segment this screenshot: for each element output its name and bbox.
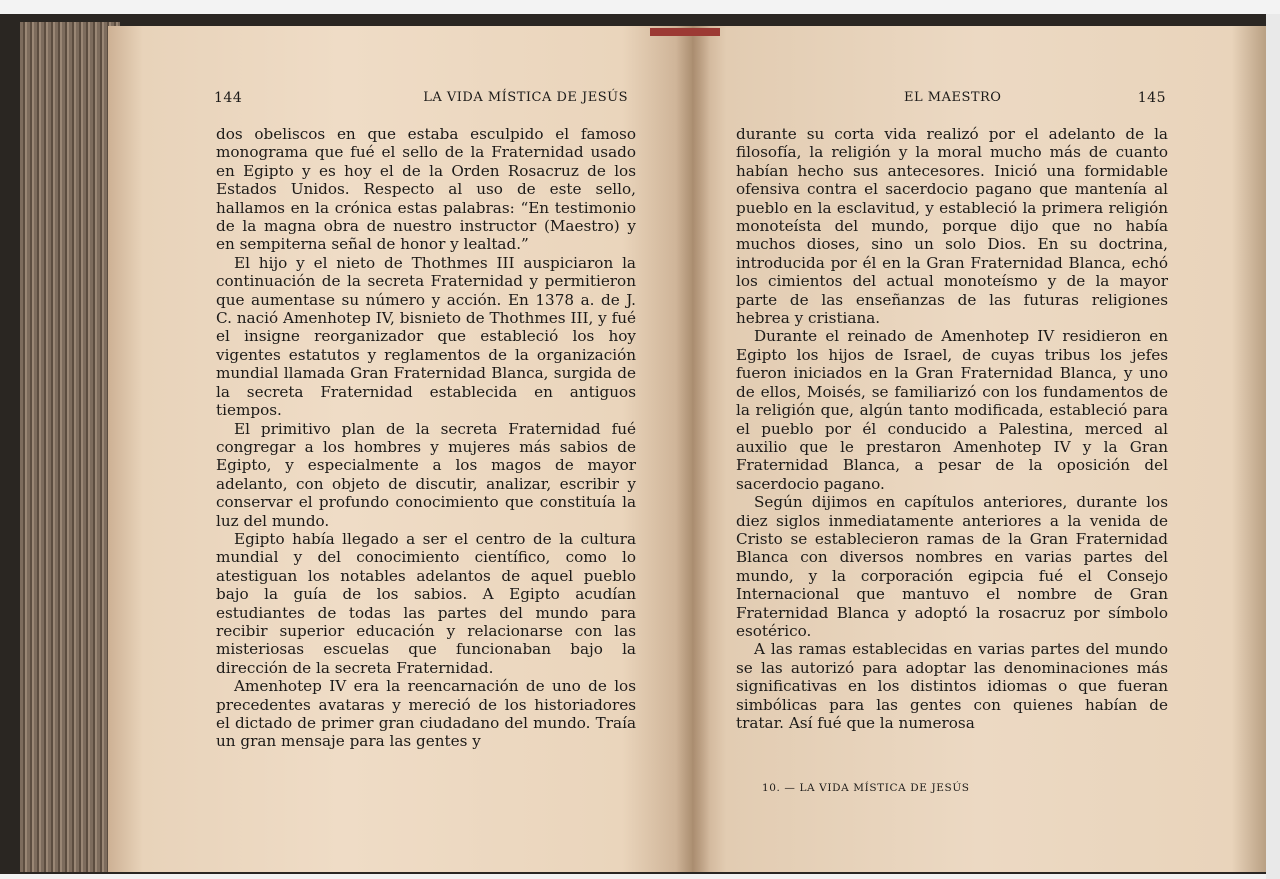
scan-margin [1266,14,1280,879]
right-page-body [736,125,1168,732]
bookmark-ribbon [650,28,720,36]
paragraph: El primitivo plan de la secreta Fraternidad fué congregar a los hombres y mujeres más sabios de Egipto, y especialmente a los magos de mayor adelanto, con objeto de discutir, analizar, escribir y conservar el profundo conocimiento que constituía la luz del mundo. [216,419,636,530]
running-head-left: LA VIDA MÍSTICA DE JESÚS [423,90,628,105]
page-edges [20,22,120,872]
left-page-header [214,90,628,106]
left-page [108,26,692,872]
paragraph: Durante el reinado de Amenhotep IV residieron en Egipto los hijos de Israel, de cuyas tribus los jefes fueron iniciados en la Gran Fraternidad Blanca, y uno de ellos, Moisés, se familiarizó con los fundamentos de la religión que, algún tanto modificada, estableció para el pueblo por él conducido a Palestina, merced al auxilio que le prestaron Amenhotep IV y la Gran Fraternidad Blanca, a pesar de la oposición del sacerdocio pagano. [736,327,1168,493]
book-gutter [676,26,710,872]
right-page [692,26,1266,872]
signature-footer: 10. — LA VIDA MÍSTICA DE JESÚS [762,782,970,794]
paragraph: durante su corta vida realizó por el adelanto de la filosofía, la religión y la moral mucho más de cuanto habían hecho sus antecesores. Inició una formidable ofensiva contra el sacerdocio pagano que mantenía al pueblo en la esclavitud, y estableció la primera religión monoteísta del mundo, porque dijo que no había muchos dioses, sino un solo Dios. En su doctrina, introducida por él en la Gran Fraternidad Blanca, echó los cimientos del actual monoteísmo y de la mayor parte de las enseñanzas de las futuras religiones hebrea y cristiana. [736,125,1168,328]
paragraph: Según dijimos en capítulos anteriores, durante los diez siglos inmediatamente anteriores a la venida de Cristo se establecieron ramas de la Gran Fraternidad Blanca con diversos nombres en varias partes del mundo, y la corporación egipcia fué el Consejo Internacional que mantuvo el nombre de Gran Fraternidad Blanca y adoptó la rosacruz por símbolo esotérico. [736,493,1168,640]
paragraph: A las ramas establecidas en varias partes del mundo se las autorizó para adoptar las denominaciones más significativas en los distintos idiomas o que fueran simbólicas para las gentes con quienes habían de tratar. Así fué que la numerosa [736,640,1168,732]
page-number-right: 145 [1137,90,1166,106]
page-number-left: 144 [214,90,243,106]
running-head-right: EL MAESTRO [904,90,1002,105]
paragraph: El hijo y el nieto de Thothmes III auspiciaron la continuación de la secreta Fraternidad y permitieron que aumentase su número y acción. En 1378 a. de J. C. nació Amenhotep IV, bisnieto de Thothmes III, y fué el insigne reorganizador que estableció los hoy vigentes estatutos y reglamentos de la organización mundial llamada Gran Fraternidad Blanca, surgida de la secreta Fraternidad establecida en antiguos tiempos. [216,253,636,420]
paragraph: Amenhotep IV era la reencarnación de uno de los precedentes avataras y mereció de los historiadores el dictado de primer gran ciudadano del mundo. Traía un gran mensaje para las gentes y [216,677,636,751]
right-page-header [904,90,1166,106]
left-page-body [216,125,636,751]
paragraph: Egipto había llegado a ser el centro de la cultura mundial y del conocimiento científico, como lo atestiguan los notables adelantos de aquel pueblo bajo la guía de los sabios. A Egipto acudían estudiantes de todas las partes del mundo para recibir superior educación y relacionarse con las misteriosas escuelas que funcionaban bajo la dirección de la secreta Fraternidad. [216,529,636,677]
paragraph: dos obeliscos en que estaba esculpido el famoso monograma que fué el sello de la Fraternidad usado en Egipto y es hoy el de la Orden Rosacruz de los Estados Unidos. Respecto al uso de este sello, hallamos en la crónica estas palabras: “En testimonio de la magna obra de nuestro instructor (Maestro) y en sempiterna señal de honor y lealtad.” [216,125,636,254]
